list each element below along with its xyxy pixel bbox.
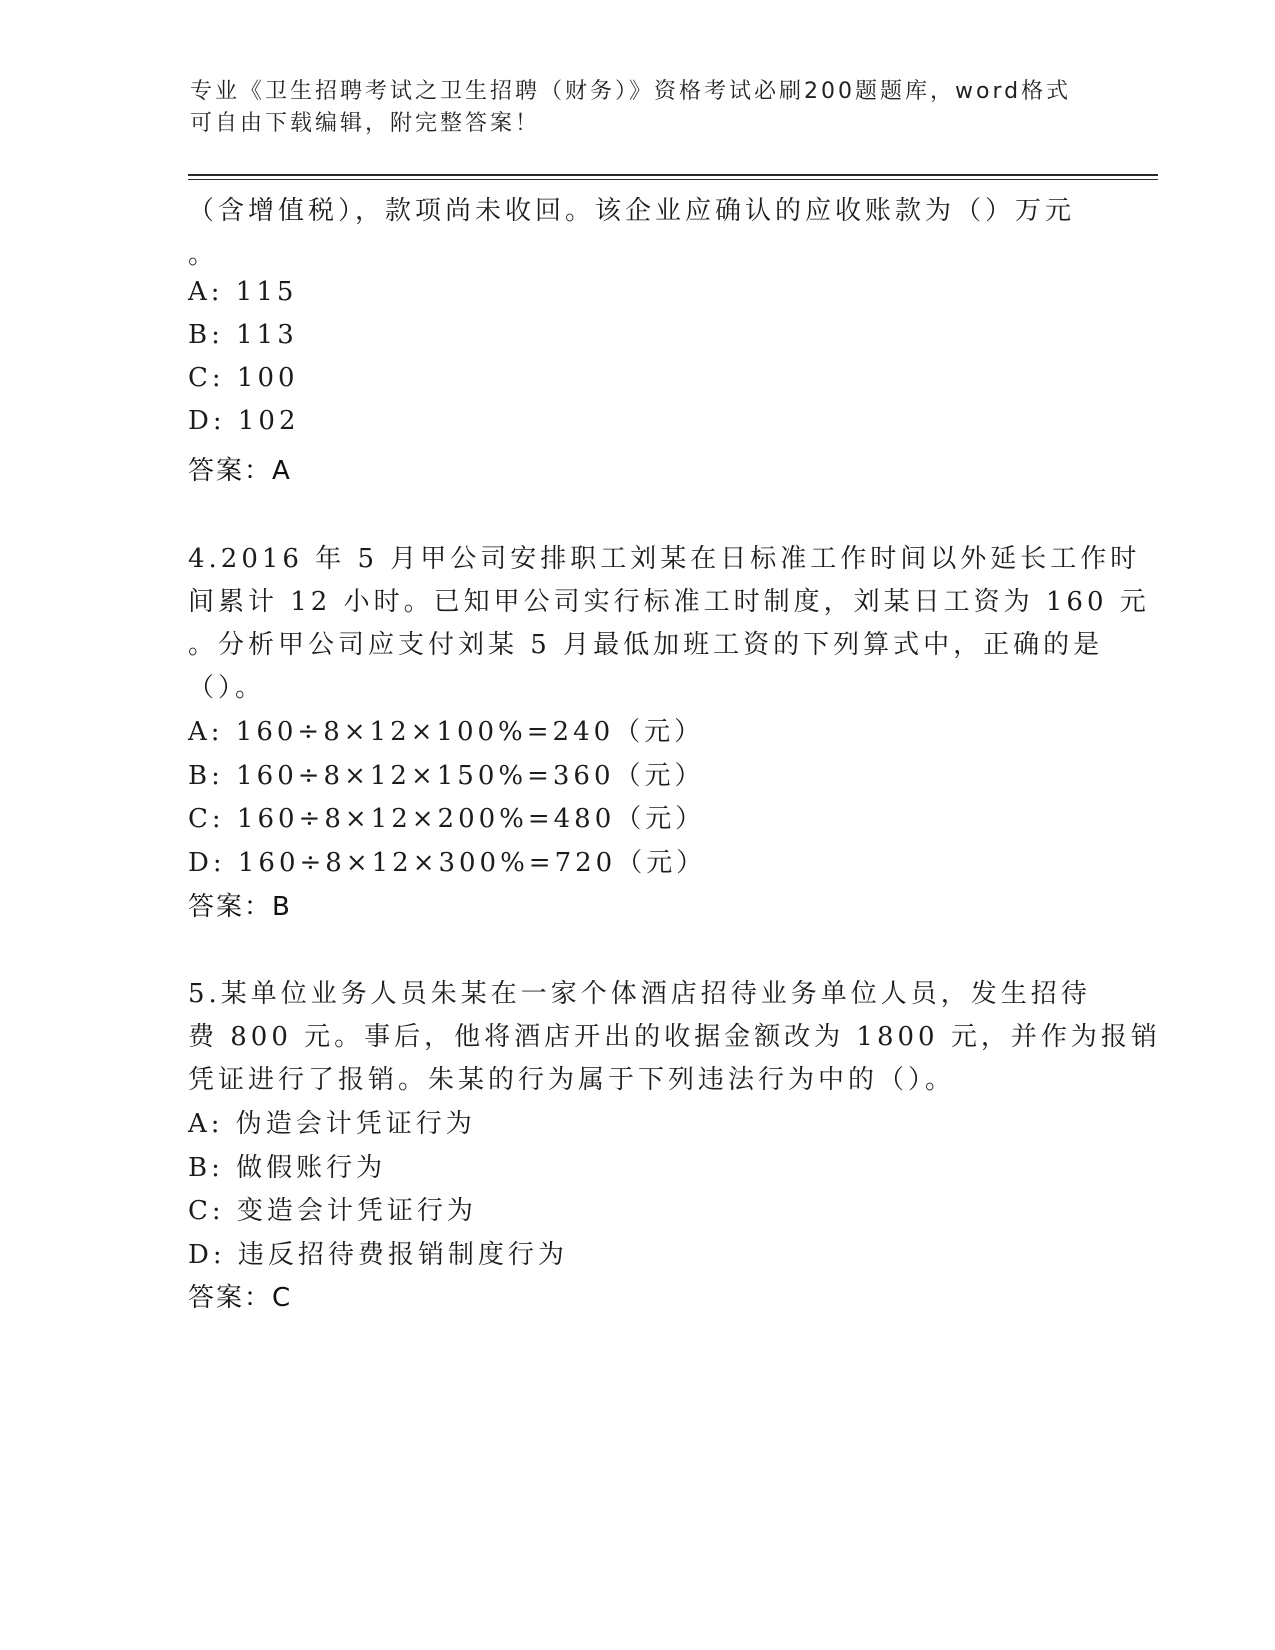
question-4-stem-line-2: 间累计 12 小时。已知甲公司实行标准工时制度，刘某日工资为 160 元 — [188, 587, 1150, 617]
header-divider-thin — [188, 179, 1158, 180]
question-4-stem-line-4: （）。 — [188, 673, 266, 703]
question-5-option-c: C: 变造会计凭证行为 — [188, 1196, 477, 1226]
question-3-option-d: D: 102 — [188, 406, 300, 436]
question-4-answer: 答案：B — [188, 892, 292, 922]
question-3-option-a: A: 115 — [188, 277, 298, 307]
question-3-stem-line-1: （含增值税），款项尚未收回。该企业应确认的应收账款为（）万元 — [188, 196, 1076, 226]
question-4-option-a: A: 160÷8×12×100%=240（元） — [188, 717, 705, 747]
question-4-stem-line-1: 4.2016 年 5 月甲公司安排职工刘某在日标准工作时间以外延长工作时 — [188, 544, 1141, 574]
question-5-option-a: A: 伪造会计凭证行为 — [188, 1109, 476, 1139]
question-4-stem-line-3: 。分析甲公司应支付刘某 5 月最低加班工资的下列算式中，正确的是 — [188, 630, 1104, 660]
header-divider-thick — [188, 174, 1158, 176]
question-3-stem-line-2: 。 — [188, 240, 219, 270]
question-5-option-b: B: 做假账行为 — [188, 1153, 387, 1183]
question-3-option-c: C: 100 — [188, 363, 299, 393]
question-3-option-b: B: 113 — [188, 320, 298, 350]
question-3-answer: 答案：A — [188, 456, 292, 486]
header-title-line-1: 专业《卫生招聘考试之卫生招聘（财务）》资格考试必刷200题题库，word格式 — [190, 79, 1072, 104]
question-4-option-b: B: 160÷8×12×150%=360（元） — [188, 761, 705, 791]
question-5-stem-line-1: 5.某单位业务人员朱某在一家个体酒店招待业务单位人员，发生招待 — [188, 979, 1091, 1009]
question-5-answer: 答案：C — [188, 1283, 293, 1313]
question-5-option-d: D: 违反招待费报销制度行为 — [188, 1240, 568, 1270]
question-4-option-c: C: 160÷8×12×200%=480（元） — [188, 804, 706, 834]
question-4-option-d: D: 160÷8×12×300%=720（元） — [188, 848, 707, 878]
question-5-stem-line-2: 费 800 元。事后，他将酒店开出的收据金额改为 1800 元，并作为报销 — [188, 1022, 1161, 1052]
header-title-line-2: 可自由下载编辑，附完整答案！ — [190, 111, 541, 136]
question-5-stem-line-3: 凭证进行了报销。朱某的行为属于下列违法行为中的（）。 — [188, 1065, 956, 1095]
